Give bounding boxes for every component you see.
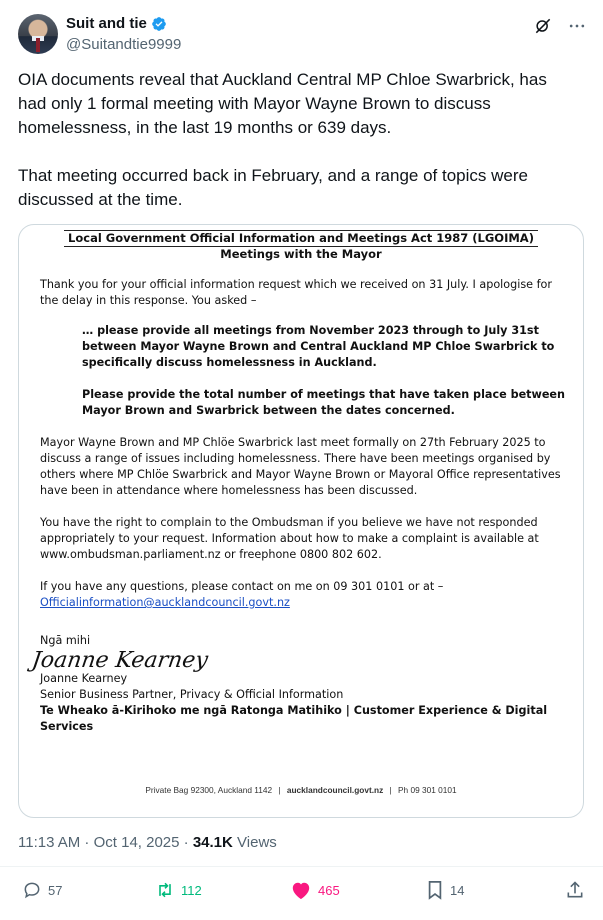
contact-text: If you have any questions, please contact on me on 09 301 0101 or at – [40,580,444,593]
share-icon [565,880,585,900]
action-bar [22,880,585,906]
document-title [19,230,583,262]
request-quote-1: … please provide all meetings from November 2023 through to July 31st between Mayor Wayne Brown and Central Auckland MP Chloe Swarbrick to specifically discuss homelessness in Auckland. [82,324,555,369]
document-body [30,277,568,735]
reply-icon [22,880,42,900]
contact-paragraph [40,579,568,611]
more-icon[interactable] [567,16,587,36]
signature-block [30,633,568,735]
footer-separator: | [278,785,281,795]
bookmark-button[interactable] [426,880,464,900]
sign-off: Ngā mihi [40,634,91,647]
tweet-meta [18,834,277,851]
tweet-paragraph: OIA documents reveal that Auckland Central MP Chloe Swarbrick, has had only 1 formal meeting with Mayor Wayne Brown to discuss homelessness, in the last 19 months or 639 days. [18,70,552,137]
display-name[interactable]: Suit and tie [66,15,147,32]
repost-icon [155,880,175,900]
ombudsman-paragraph: You have the right to complain to the Ombudsman if you believe we have not responded appropriately to your request. Information about how to make a complaint is available at www.ombudsman.parliament.nz or freephone 0800 802 602. [40,516,539,561]
bookmark-icon [426,880,444,900]
handle[interactable]: @Suitandtie9999 [66,36,182,53]
repost-count: 112 [181,882,202,898]
reply-button[interactable] [22,880,62,900]
views-label: Views [237,834,277,851]
like-button[interactable] [290,880,340,900]
reply-count: 57 [48,882,63,898]
bookmark-count: 14 [450,882,465,898]
views-count[interactable]: 34.1K [192,834,233,851]
tweet-header [18,14,587,58]
handwritten-signature: Joanne Kearney [30,648,210,673]
timestamp[interactable]: 11:13 AM · Oct 14, 2025 · [18,834,189,851]
tweet-paragraph: That meeting occurred back in February, and a range of topics were discussed at the time. [18,166,533,209]
verified-badge-icon [151,16,167,32]
share-button[interactable] [565,880,585,900]
request-quote-2: Please provide the total number of meetings that have taken place between Mayor Brown and Swarbrick between the dates concerned. [82,388,565,417]
avatar[interactable] [18,14,58,54]
repost-button[interactable] [155,880,202,900]
footer-separator: | [389,785,392,795]
footer-address: Private Bag 92300, Auckland 1142 [145,785,273,795]
author-name-row[interactable] [66,15,167,32]
intro-paragraph: Thank you for your official information request which we received on 31 July. I apologise for the delay in this response. You asked – [40,278,552,307]
document-title-line-1: Local Government Official Information and Meetings Act 1987 (LGOIMA) [64,230,538,247]
signer-title: Senior Business Partner, Privacy & Official Information [40,688,344,701]
document-title-line-2: Meetings with the Mayor [220,247,382,261]
attached-document-image[interactable] [18,224,584,818]
like-count: 465 [318,882,340,898]
signer-name: Joanne Kearney [40,672,128,685]
tweet-text [18,68,578,212]
heart-icon [290,880,312,900]
divider [0,866,603,867]
footer-website: aucklandcouncil.govt.nz [286,785,384,795]
contact-email-link[interactable]: Officialinformation@aucklandcouncil.govt.nz [40,596,290,609]
document-footer [19,785,583,795]
grok-icon[interactable] [533,16,553,36]
answer-paragraph: Mayor Wayne Brown and MP Chlöe Swarbrick last meet formally on 27th February 2025 to discuss a range of issues including homelessness. There have been meetings organised by others where MP Chlöe Swarbrick and Mayor Wayne Brown or Mayoral Office representatives have been in attendance where homelessness has been discussed. [40,436,561,497]
signer-unit: Te Wheako ā-Kirihoko me ngā Ratonga Matihiko | Customer Experience & Digital Services [40,704,548,733]
footer-phone: Ph 09 301 0101 [398,785,457,795]
